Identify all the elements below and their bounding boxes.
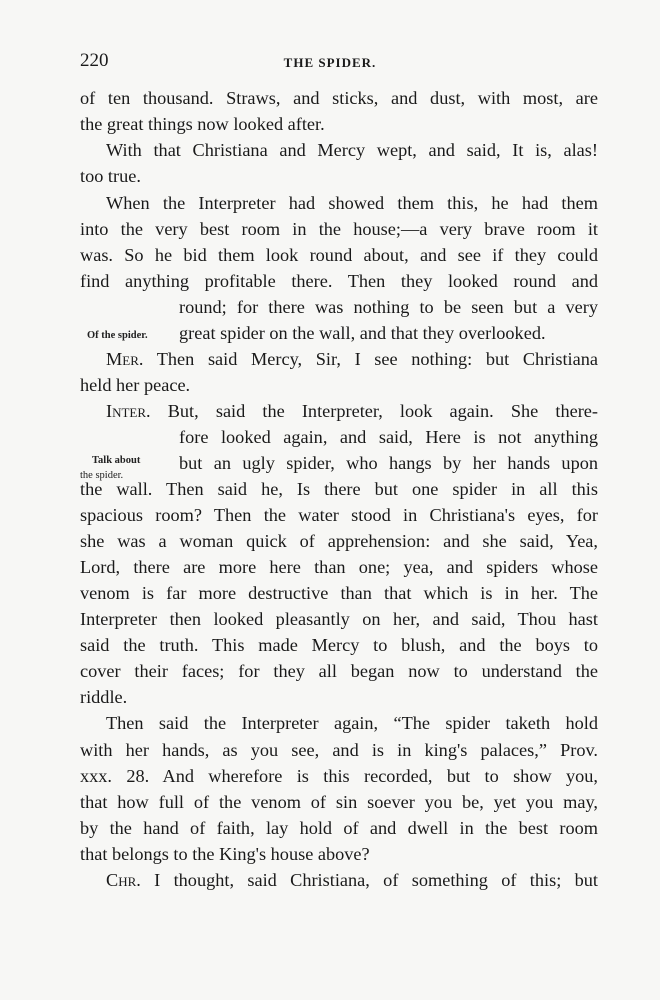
text-line: Inter. But, said the Interpreter, look again. She there- xyxy=(106,401,598,421)
text-line: the wall. Then said he, Is there but one spider in all this xyxy=(80,479,598,499)
text-line: of ten thousand. Straws, and sticks, and dust, with most, are xyxy=(80,88,598,108)
text-line: too true. xyxy=(80,166,141,186)
text-line: Then said the Interpreter again, “The spider taketh hold xyxy=(106,713,598,733)
text-line: but an ugly spider, who hangs by her hands upon xyxy=(179,453,598,473)
text-line: by the hand of faith, lay hold of and dwell in the best room xyxy=(80,818,598,838)
text-line: Mer. Then said Mercy, Sir, I see nothing: but Christiana xyxy=(106,349,598,369)
text-line: was. So he bid them look round about, and see if they could xyxy=(80,245,598,265)
text-line: riddle. xyxy=(80,687,128,707)
text-line: xxx. 28. And wherefore is this recorded, but to show you, xyxy=(80,766,598,786)
text-line: that how full of the venom of sin soever you be, yet you may, xyxy=(80,792,598,812)
text-line: find anything profitable there. Then they looked round and xyxy=(80,271,598,291)
text-line: great spider on the wall, and that they overlooked. xyxy=(179,323,546,343)
text-line: round; for there was nothing to be seen but a very xyxy=(179,297,598,317)
page-number: 220 xyxy=(80,50,109,71)
text-line: cover their faces; for they all began now to understand the xyxy=(80,661,598,681)
running-title: THE SPIDER. xyxy=(283,55,377,70)
speaker-label: Chr. xyxy=(106,870,141,890)
text-line: With that Christiana and Mercy wept, and said, It is, alas! xyxy=(106,140,598,160)
text-line: Lord, there are more here than one; yea, and spiders whose xyxy=(80,557,598,577)
text-line: Interpreter then looked pleasantly on her, and said, Thou hast xyxy=(80,609,598,629)
speaker-label: Inter. xyxy=(106,401,151,421)
text-line: she was a woman quick of apprehension: and she said, Yea, xyxy=(80,531,598,551)
margin-note-the-spider: the spider. xyxy=(80,470,124,481)
text-line: Chr. I thought, said Christiana, of something of this; but xyxy=(106,870,598,890)
text-line: When the Interpreter had showed them this, he had them xyxy=(106,193,598,213)
text-line: said the truth. This made Mercy to blush, and the boys to xyxy=(80,635,598,655)
margin-note-of-the-spider: Of the spider. xyxy=(87,330,148,341)
margin-note-talk-about: Talk about xyxy=(92,455,141,466)
text-line: fore looked again, and said, Here is not anything xyxy=(179,427,598,447)
text-line: held her peace. xyxy=(80,375,191,395)
speaker-label: Mer. xyxy=(106,349,144,369)
text-line: that belongs to the King's house above? xyxy=(80,844,370,864)
text-line: the great things now looked after. xyxy=(80,114,325,134)
text-line: venom is far more destructive than that which is in her. The xyxy=(80,583,598,603)
text-line: with her hands, as you see, and is in king's palaces,” Prov. xyxy=(80,740,598,760)
text-line: into the very best room in the house;—a very brave room it xyxy=(80,219,598,239)
text-line: spacious room? Then the water stood in Christiana's eyes, for xyxy=(80,505,598,525)
